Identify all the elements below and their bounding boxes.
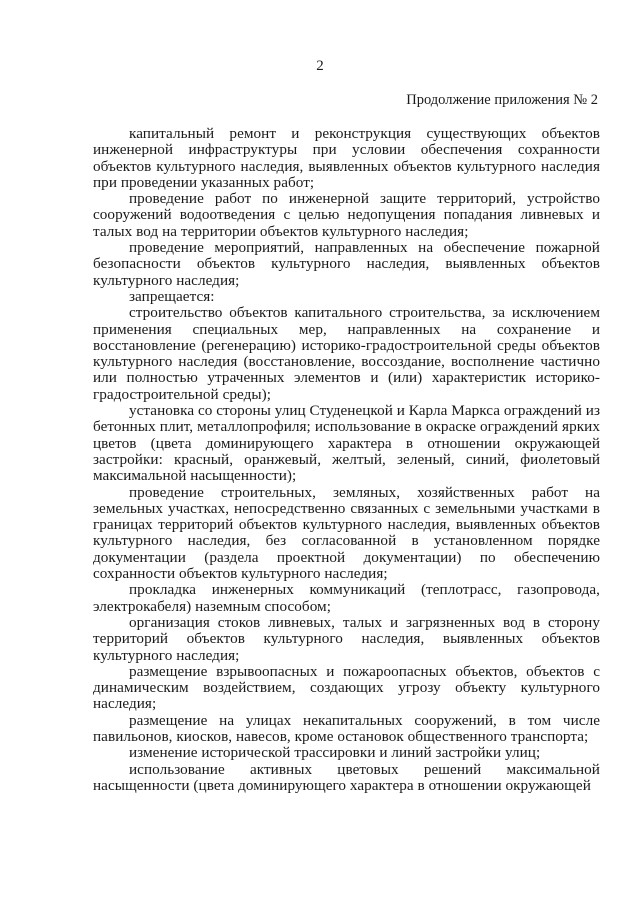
paragraph: строительство объектов капитального строительства, за исключением применения специальных мер, направленных на сохранение и восстановление (регенерацию) историко-градостроительной среды объектов культурного наследия (восстановление, воссоздание, восполнение частично или полностью утраченных элементов и (или) характеристик историко-градостроительной среды);: [93, 304, 600, 403]
paragraph: запрещается:: [129, 287, 215, 305]
appendix-continuation-label: Продолжение приложения № 2: [406, 92, 598, 108]
paragraph: проведение мероприятий, направленных на обеспечение пожарной безопасности объектов культурного наследия, выявленных объектов культурного наследия;: [93, 239, 600, 289]
paragraph: проведение работ по инженерной защите территорий, устройство сооружений водоотведения с целью недопущения попадания ливневых и талых вод на территории объектов культурного наследия;: [93, 190, 600, 240]
paragraph: проведение строительных, земляных, хозяйственных работ на земельных участках, непосредственно связанных с земельными участками в границах территорий объектов культурного наследия, выявленных объектов культурного наследия, без согласованной в установленном порядке документации (раздела проектной документации) по обеспечению сохранности объектов культурного наследия;: [93, 483, 600, 583]
paragraph: размещение на улицах некапитальных сооружений, в том числе павильонов, киосков, навесов, кроме остановок общественного транспорта;: [93, 711, 600, 745]
paragraph: установка со стороны улиц Студенецкой и Карла Маркса ограждений из бетонных плит, металлопрофиля; использование в окраске ограждений ярких цветов (цвета доминирующего характера в отношении окружающей застройки: красный, оранжевый, желтый, зеленый, синий, фиолетовый максимальной насыщенности);: [93, 402, 600, 485]
paragraph: изменение исторической трассировки и линий застройки улиц;: [129, 744, 541, 762]
paragraph: размещение взрывоопасных и пожароопасных объектов, объектов с динамическим воздействием, создающих угрозу объекту культурного наследия;: [93, 662, 600, 713]
document-body: [93, 126, 600, 794]
paragraph: прокладка инженерных коммуникаций (теплотрасс, газопровода, электрокабеля) наземным способом;: [93, 581, 600, 615]
page-number: 2: [316, 58, 324, 74]
paragraph: использование активных цветовых решений максимальной насыщенности (цвета доминирующего характера в отношении окружающей: [93, 760, 600, 794]
paragraph: организация стоков ливневых, талых и загрязненных вод в сторону территорий объектов культурного наследия, выявленных объектов культурного наследия;: [93, 613, 600, 664]
paragraph: капитальный ремонт и реконструкция существующих объектов инженерной инфраструктуры при условии обеспечения сохранности объектов культурного наследия, выявленных объектов культурного наследия при проведении указанных работ;: [93, 125, 600, 191]
